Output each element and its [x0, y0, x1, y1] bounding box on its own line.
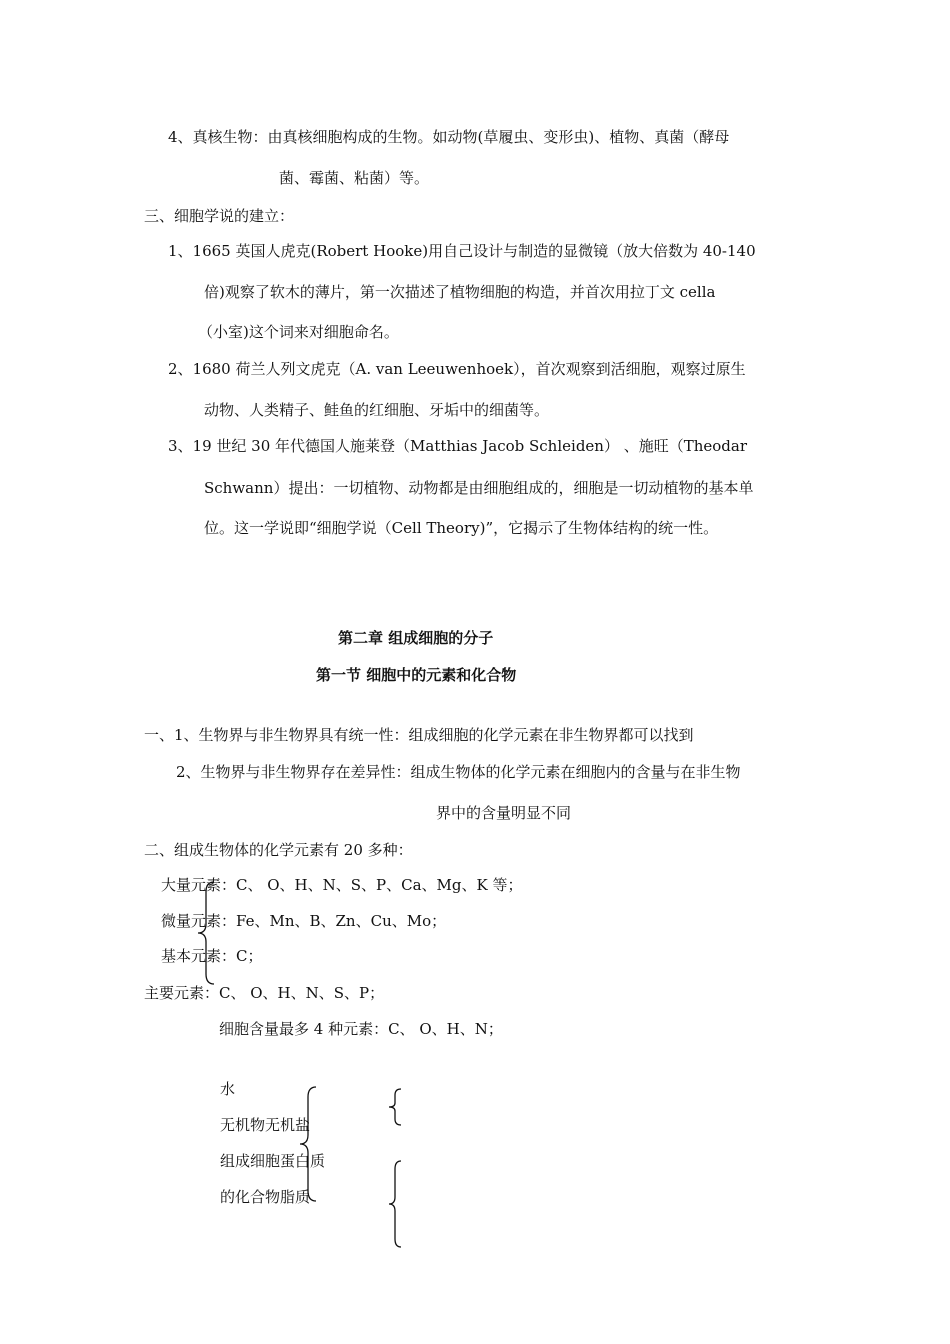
micro-elements: 微量元素：Fe、Mn、B、Zn、Cu、Mo；: [161, 912, 447, 930]
compound-brace-main: [298, 1085, 320, 1203]
section-title: 第一节 细胞中的元素和化合物: [316, 666, 517, 684]
section3-item3-line3: 位。这一学说即“细胞学说（Cell Theory)”，它揭示了生物体结构的统一性。: [204, 519, 719, 537]
compound-water: 水: [220, 1080, 236, 1098]
compound-lipid: 的化合物脂质: [220, 1188, 311, 1206]
top4-elements: 细胞含量最多 4 种元素：C、 O、H、N；: [219, 1020, 503, 1038]
compound-protein: 组成细胞蛋白质: [220, 1152, 326, 1170]
section3-item1-line3: （小室)这个词来对细胞命名。: [198, 323, 399, 341]
difference-line2: 界中的含量明显不同: [436, 804, 572, 822]
item4-line1: 4、真核生物：由真核细胞构成的生物。如动物(草履虫、变形虫)、植物、真菌（酵母: [168, 128, 730, 146]
section3-item1-line1: 1、1665 英国人虎克(Robert Hooke)用自己设计与制造的显微镜（放大倍数为 40-140: [168, 242, 756, 260]
item4-line2: 菌、霉菌、粘菌）等。: [279, 169, 430, 187]
organic-brace: [386, 1159, 404, 1249]
section3-heading: 三、细胞学说的建立：: [144, 207, 295, 225]
compound-inorganic: 无机物无机盐: [220, 1116, 311, 1134]
section3-item2-line2: 动物、人类精子、鲑鱼的红细胞、牙垢中的细菌等。: [204, 401, 550, 419]
section3-item3-line2: Schwann）提出：一切植物、动物都是由细胞组成的，细胞是一切动植物的基本单: [204, 479, 754, 497]
section3-item2-line1: 2、1680 荷兰人列文虎克（A. van Leeuwenhoek），首次观察到活细胞，观察过原生: [168, 360, 746, 378]
difference-line1: 2、生物界与非生物界存在差异性：组成生物体的化学元素在细胞内的含量与在非生物: [176, 763, 741, 781]
main-elements: 主要元素：C、 O、H、N、S、P；: [144, 984, 385, 1002]
unity-line: 一、1、生物界与非生物界具有统一性：组成细胞的化学元素在非生物界都可以找到: [144, 726, 694, 744]
basic-elements: 基本元素：C；: [161, 947, 263, 965]
elements-brace: [196, 880, 218, 986]
elements-heading: 二、组成生物体的化学元素有 20 多种：: [144, 841, 413, 859]
inorganic-brace: [386, 1087, 404, 1127]
macro-elements: 大量元素：C、 O、H、N、S、P、Ca、Mg、K 等；: [161, 876, 523, 894]
section3-item3-line1: 3、19 世纪 30 年代德国人施莱登（Matthias Jacob Schleiden） 、施旺（Theodar: [168, 437, 748, 455]
chapter-title: 第二章 组成细胞的分子: [338, 629, 494, 647]
section3-item1-line2: 倍)观察了软木的薄片，第一次描述了植物细胞的构造，并首次用拉丁文 cella: [204, 283, 716, 301]
